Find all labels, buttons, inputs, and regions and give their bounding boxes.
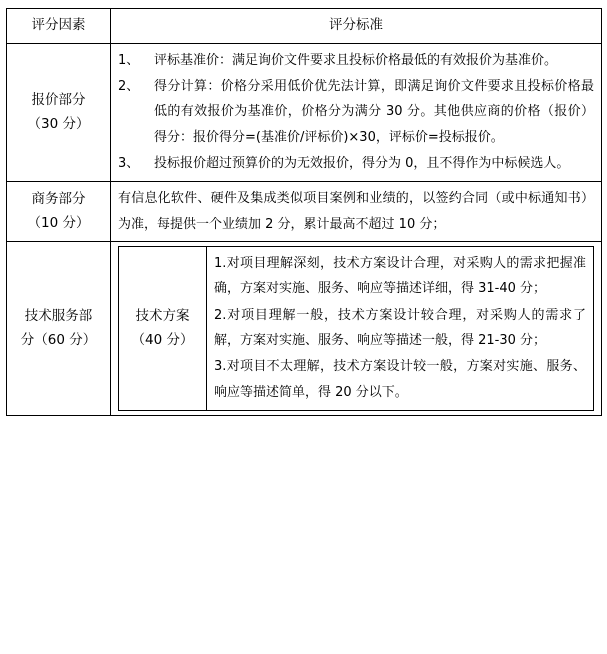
list-item [118,74,594,150]
criteria-cell-technical [111,242,602,416]
list-item-marker: 1、 [118,52,140,68]
list-item-text: 投标报价超过预算价的为无效报价，得分为 0，且不得作为中标候选人。 [154,156,570,172]
factor-points: （30 分） [27,115,90,132]
table-row [7,43,602,182]
criteria-paragraph: 3.对项目不太理解，技术方案设计较一般，方案对实施、服务、响应等描述简单，得 20 分以下。 [214,359,586,400]
criteria-paragraph: 2.对项目理解一般，技术方案设计较合理，对采购人的需求了解，方案对实施、服务、响应等描述一般，得 21-30 分； [214,307,586,349]
sub-factor-cell-tech-plan [119,247,207,411]
criteria-paragraph: 1.对项目理解深刻，技术方案设计合理，对采购人的需求把握准确，方案对实施、服务、响应等描述详细，得 31-40 分； [214,256,586,297]
table-header [7,9,602,44]
sub-factor-points: （40 分） [131,331,194,348]
list-item-marker: 2、 [118,78,140,94]
list-item [118,151,594,176]
list-item-text: 评标基准价：满足询价文件要求且投标价格最低的有效报价为基准价。 [154,52,558,68]
factor-name: 商务部分 [31,191,86,208]
table-body [7,43,602,415]
criteria-cell-commercial: 有信息化软件、硬件及集成类似项目案例和业绩的，以签约合同（或中标通知书）为准，每提供一个业绩加 2 分，累计最高不超过 10 分； [111,182,602,242]
list-item [118,48,594,73]
criteria-cell-price [111,43,602,182]
scoring-criteria-table [6,8,602,416]
table-header-row [7,9,602,44]
technical-subtable [118,246,594,411]
list-item-marker: 3、 [118,156,140,172]
factor-cell-price [7,43,111,182]
factor-cell-commercial [7,182,111,242]
criteria-list-price [118,48,594,177]
column-header-factor: 评分因素 [7,9,111,44]
subtable-row [119,247,594,411]
factor-cell-technical [7,242,111,416]
list-item-text: 得分计算：价格分采用低价优先法计算，即满足询价文件要求且投标价格最低的有效报价为基准价，价格分为满分 30 分。其他供应商的价格（报价）得分：报价得分=(基准价/评标价)×30，评标价=投标报价。 [154,78,594,145]
factor-name: 技术服务部 [24,307,93,324]
sub-criteria-cell-tech-plan [207,247,594,411]
column-header-criteria: 评分标准 [111,9,602,44]
factor-points: 分（60 分） [20,331,97,348]
factor-points: （10 分） [27,214,90,231]
factor-name: 报价部分 [31,91,86,108]
sub-factor-name: 技术方案 [135,307,190,324]
table-row [7,242,602,416]
table-row [7,182,602,242]
